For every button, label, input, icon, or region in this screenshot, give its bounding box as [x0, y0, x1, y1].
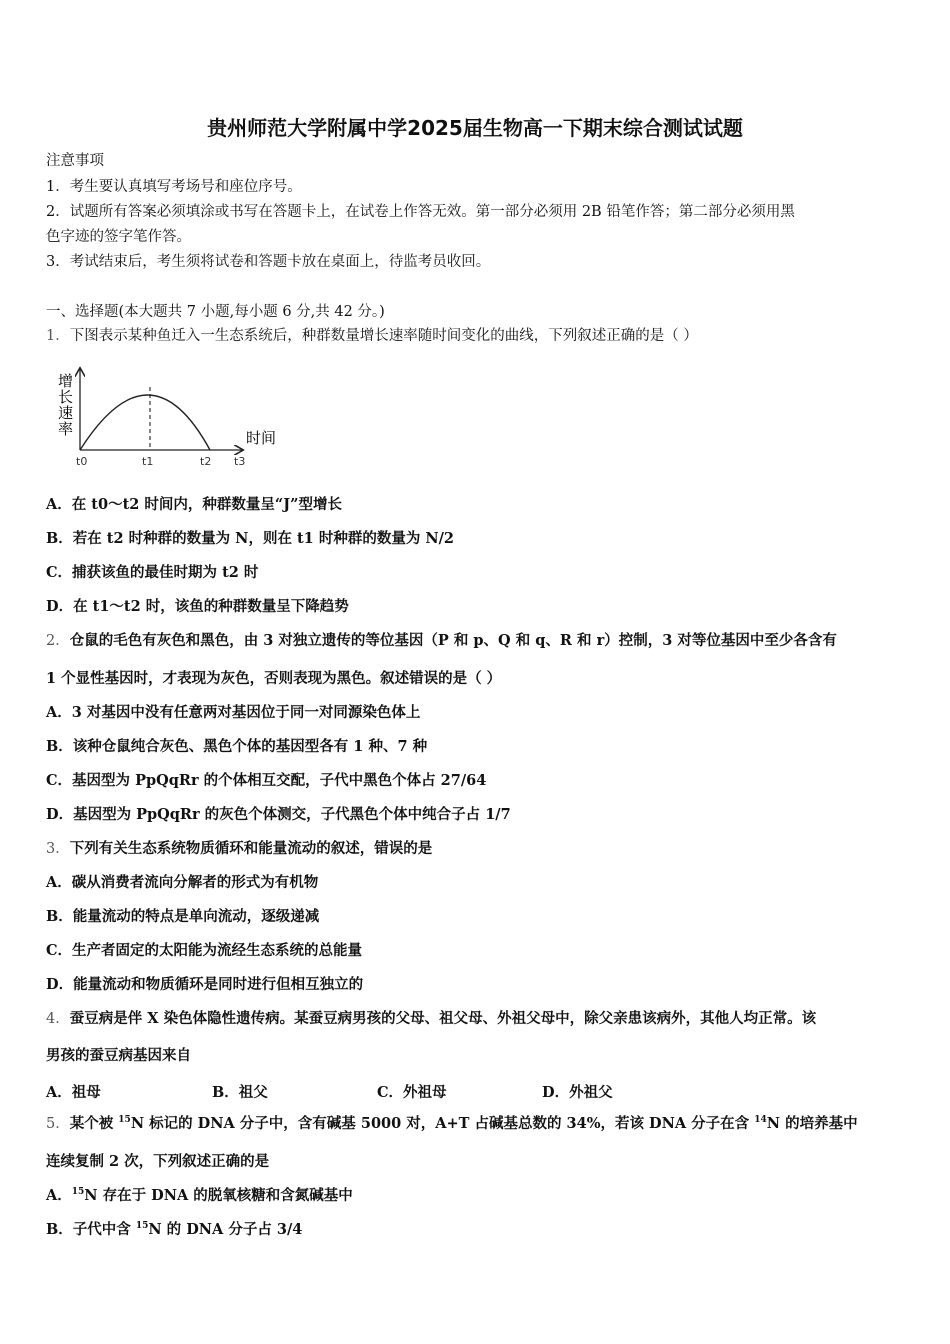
q1-option-d: D．在 t1～t2 时，该鱼的种群数量呈下降趋势: [46, 598, 349, 615]
question-3-stem: [46, 840, 432, 858]
question-number: 1．: [46, 328, 70, 344]
y-label-char: 增: [58, 372, 74, 390]
question-number: 5．: [46, 1116, 70, 1132]
q4-option-c: C．外祖母: [377, 1084, 447, 1101]
question-number: 4．: [46, 1011, 70, 1027]
question-number: 2．: [46, 633, 70, 649]
x-axis-label: 时间: [246, 429, 277, 447]
isotope-superscript: 15: [71, 1187, 85, 1197]
tick-label-t3: t3: [234, 455, 246, 468]
notice-item-1: 1．考生要认真填写考场号和座位序号。: [46, 179, 302, 195]
tick-label-t1: t1: [142, 455, 154, 468]
question-text: 下列有关生态系统物质循环和能量流动的叙述，错误的是: [69, 840, 433, 857]
question-number: 3．: [46, 841, 70, 857]
tick-label-t0: t0: [76, 455, 88, 468]
q4-option-d: D．外祖父: [542, 1084, 613, 1101]
q2-option-a: A．3 对基因中没有任意两对基因位于同一对同源染色体上: [46, 704, 421, 721]
y-label-char: 速: [58, 404, 74, 422]
q5-option-a: A．$^{15}$N 存在于 DNA 的脱氧核糖和含氮碱基中: [46, 1187, 353, 1204]
notice-item-2: 2．试题所有答案必须填涂或书写在答题卡上，在试卷上作答无效。第一部分必须用 2B 铅笔作答；第二部分必须用黑: [46, 204, 795, 220]
q4-option-b: B．祖父: [212, 1084, 268, 1101]
question-5-stem: 5．某个被 $^{15}$N 标记的 DNA 分子中，含有碱基 5000 对，A+T 占碱基总数的 34%，若该 DNA 分子在含 $^{14}$N 的培养基中: [46, 1115, 858, 1132]
page-title: 贵州师范大学附属中学2025届生物高一下期末综合测试试题: [207, 116, 743, 140]
q1-option-a: A．在 t0～t2 时间内，种群数量呈“J”型增长: [46, 496, 342, 513]
section-heading: 一、选择题(本大题共 7 小题,每小题 6 分,共 42 分。): [46, 304, 385, 320]
isotope-superscript: 15: [135, 1221, 149, 1231]
growth-curve: [80, 395, 210, 450]
q3-option-c: C．生产者固定的太阳能为流经生态系统的总能量: [46, 942, 363, 959]
question-text: 某个被: [69, 1115, 119, 1132]
q2-option-d: D．基因型为 PpQqRr 的灰色个体测交，子代黑色个体中纯合子占 1/7: [46, 806, 511, 823]
question-2-stem-cont: 1 个显性基因时，才表现为灰色，否则表现为黑色。叙述错误的是（ ）: [46, 670, 502, 687]
question-4-stem-cont: 男孩的蚕豆病基因来自: [46, 1047, 191, 1064]
q3-option-b: B．能量流动的特点是单向流动，逐级递减: [46, 908, 320, 925]
isotope-superscript: 15: [118, 1115, 131, 1125]
q1-option-b: B．若在 t2 时种群的数量为 N，则在 t1 时种群的数量为 N/2: [46, 530, 455, 547]
q5-option-b: B．子代中含 $^{15}$N 的 DNA 分子占 3/4: [46, 1221, 303, 1238]
question-text: 下图表示某种鱼迁入一生态系统后，种群数量增长速率随时间变化的曲线，下列叙述正确的是（ ）: [69, 328, 698, 344]
question-1-stem: [46, 327, 698, 345]
q3-option-a: A．碳从消费者流向分解者的形式为有机物: [46, 874, 319, 891]
growth-rate-graph: [52, 365, 302, 473]
y-label-char: 率: [58, 420, 74, 438]
y-label-char: 长: [58, 388, 74, 406]
notice-item-3: 3．考试结束后，考生须将试卷和答题卡放在桌面上，待监考员收回。: [46, 254, 491, 270]
q3-option-d: D．能量流动和物质循环是同时进行但相互独立的: [46, 976, 364, 993]
question-4-stem: [46, 1010, 816, 1028]
notice-item-2-cont: 色字迹的签字笔作答。: [46, 229, 191, 245]
q2-option-b: B．该种仓鼠纯合灰色、黑色个体的基因型各有 1 种、7 种: [46, 738, 428, 755]
question-2-stem: [46, 632, 837, 650]
question-5-stem-cont: 连续复制 2 次，下列叙述正确的是: [46, 1153, 270, 1170]
question-text: 蚕豆病是伴 X 染色体隐性遗传病。某蚕豆病男孩的父母、祖父母、外祖父母中，除父亲患该病外，其他人均正常。该: [69, 1010, 817, 1027]
q1-option-c: C．捕获该鱼的最佳时期为 t2 时: [46, 564, 259, 581]
isotope-superscript: 14: [754, 1115, 767, 1125]
tick-label-t2: t2: [200, 455, 212, 468]
q2-option-c: C．基因型为 PpQqRr 的个体相互交配，子代中黑色个体占 27/64: [46, 772, 487, 789]
question-text: 仓鼠的毛色有灰色和黑色，由 3 对独立遗传的等位基因（P 和 p、Q 和 q、R 和 r）控制，3 对等位基因中至少各含有: [69, 632, 837, 649]
notice-heading: 注意事项: [46, 153, 104, 169]
q4-option-a: A．祖母: [46, 1084, 101, 1101]
